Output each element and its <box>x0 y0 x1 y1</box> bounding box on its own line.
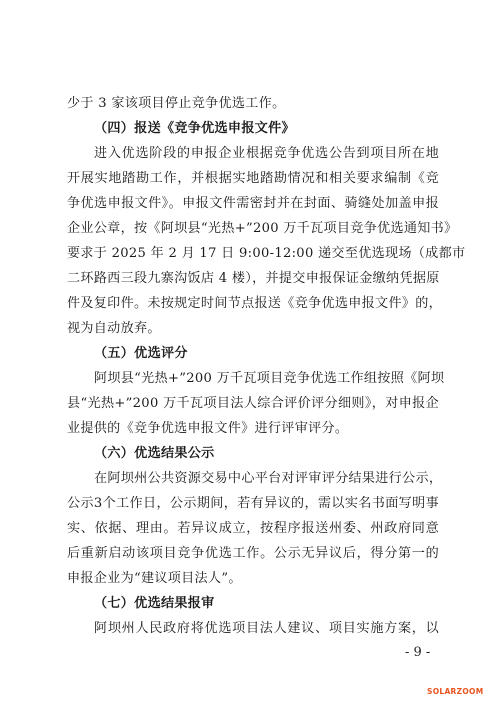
section-heading: （七）优选结果报审 <box>94 596 215 611</box>
body-line: 开展实地踏勘工作，并根据实地踏勘情况和相关要求编制《竞 <box>67 171 439 186</box>
body-line: 视为自动放弃。 <box>67 321 161 336</box>
body-line: 要求于 2025 年 2 月 17 日 9:00-12:00 递交至优选现场（成都市 <box>67 246 466 261</box>
body-line: 企业公章，按《阿坝县“光热+”200 万千瓦项目竞争优选通知书》 <box>67 221 458 236</box>
body-line: 申报企业为“建议项目法人”。 <box>67 571 242 586</box>
body-line: 实、依据、理由。若异议成立，按程序报送州委、州政府同意 <box>67 521 439 536</box>
section-heading: （四）报送《竞争优选申报文件》 <box>94 121 295 136</box>
body-line: 阿坝县“光热+”200 万千瓦项目竞争优选工作组按照《阿坝 <box>94 371 445 386</box>
body-line: 争优选申报文件》。申报文件需密封并在封面、骑缝处加盖申报 <box>67 196 439 211</box>
body-line: 进入优选阶段的申报企业根据竞争优选公告到项目所在地 <box>94 146 439 161</box>
body-line: 业提供的《竞争优选申报文件》进行评审评分。 <box>67 421 349 436</box>
page-number: - 9 - <box>405 645 431 660</box>
body-line: 后重新启动该项目竞争优选工作。公示无异议后，得分第一的 <box>67 546 439 561</box>
body-line: 公示3个工作日，公示期间，若有异议的，需以实名书面写明事 <box>67 496 439 511</box>
body-line: 县“光热+”200 万千瓦项目法人综合评价评分细则》，对申报企 <box>67 396 439 411</box>
body-line: 阿坝州人民政府将优选项目法人建议、项目实施方案，以 <box>94 621 439 636</box>
body-line: 少于 3 家该项目停止竞争优选工作。 <box>67 96 286 111</box>
body-line: 二环路西三段九寨沟饭店 4 楼），并提交申报保证金缴纳凭据原 <box>67 271 440 286</box>
section-heading: （六）优选结果公示 <box>94 446 215 461</box>
watermark-logo: SOLARZOOM <box>427 687 484 696</box>
section-heading: （五）优选评分 <box>94 346 188 361</box>
body-line: 在阿坝州公共资源交易中心平台对评审评分结果进行公示， <box>94 471 443 486</box>
body-line: 件及复印件。未按规定时间节点报送《竞争优选申报文件》的， <box>67 296 443 311</box>
